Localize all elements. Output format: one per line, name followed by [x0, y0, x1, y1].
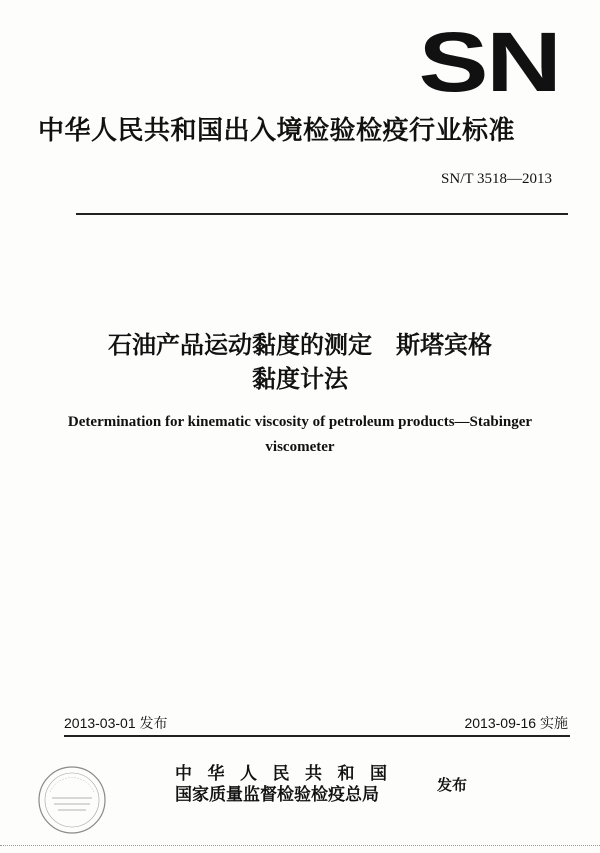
publish-label: 发布	[437, 776, 468, 794]
chinese-title-line-2: 黏度计法	[252, 365, 348, 393]
archive-stamp-icon	[36, 764, 108, 836]
issuer-line-1: 中华人民共和国	[175, 764, 403, 784]
scan-edge	[0, 845, 600, 853]
english-title	[60, 410, 540, 460]
issuing-authority	[175, 764, 425, 806]
footer-divider	[64, 735, 570, 737]
chinese-title	[0, 328, 600, 396]
standard-number: SN/T 3518—2013	[441, 171, 552, 187]
english-title-line-1: Determination for kinematic viscosity of petroleum products—Stabinger	[67, 414, 533, 430]
english-title-line-2: viscometer	[265, 439, 335, 455]
issuer-line-2: 国家质量监督检验检疫总局	[175, 785, 379, 805]
chinese-title-line-1: 石油产品运动黏度的测定 斯塔宾格	[108, 331, 492, 359]
implementation-date: 2013-09-16 实施	[464, 715, 568, 731]
industry-standard-title: 中华人民共和国出入境检验检疫行业标准	[38, 116, 516, 146]
header-divider	[76, 213, 568, 215]
sn-logo: SN	[418, 15, 560, 109]
issue-date: 2013-03-01 发布	[64, 715, 168, 731]
